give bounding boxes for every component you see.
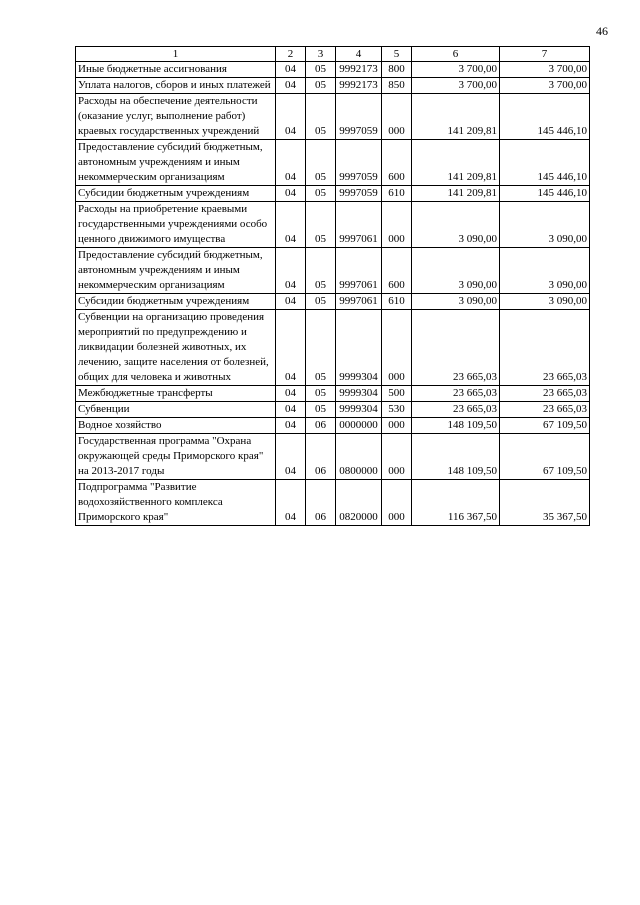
row-expense-type-cell: 000 [382,434,412,480]
row-expense-type-cell: 000 [382,202,412,248]
row-target-code-cell: 9997059 [336,186,382,202]
row-target-code-cell: 9999304 [336,310,382,386]
row-subsection-cell: 05 [306,94,336,140]
row-subsection-cell: 05 [306,62,336,78]
header-cell: 2 [276,47,306,62]
row-target-code-cell: 9997059 [336,94,382,140]
row-section-cell: 04 [276,62,306,78]
row-amount-2-cell: 67 109,50 [500,418,590,434]
row-amount-2-cell: 23 665,03 [500,310,590,386]
row-expense-type-cell: 610 [382,186,412,202]
row-amount-1-cell: 148 109,50 [412,434,500,480]
table-row [76,310,590,386]
row-name-cell: Иные бюджетные ассигнования [76,62,276,78]
row-subsection-cell: 05 [306,402,336,418]
row-name-cell: Субсидии бюджетным учреждениям [76,186,276,202]
row-target-code-cell: 9992173 [336,78,382,94]
row-subsection-cell: 05 [306,78,336,94]
table-row [76,402,590,418]
row-amount-2-cell: 3 090,00 [500,202,590,248]
row-amount-1-cell: 23 665,03 [412,386,500,402]
table-row [76,418,590,434]
row-amount-2-cell: 145 446,10 [500,140,590,186]
row-amount-1-cell: 3 700,00 [412,78,500,94]
row-subsection-cell: 06 [306,418,336,434]
row-amount-1-cell: 23 665,03 [412,402,500,418]
row-subsection-cell: 05 [306,140,336,186]
header-cell: 6 [412,47,500,62]
row-amount-1-cell: 141 209,81 [412,140,500,186]
row-section-cell: 04 [276,402,306,418]
row-name-cell: Межбюджетные трансферты [76,386,276,402]
row-name-cell: Субвенции [76,402,276,418]
row-section-cell: 04 [276,386,306,402]
row-section-cell: 04 [276,480,306,526]
row-expense-type-cell: 000 [382,310,412,386]
table-row [76,140,590,186]
row-expense-type-cell: 800 [382,62,412,78]
row-target-code-cell: 0000000 [336,418,382,434]
row-target-code-cell: 9997061 [336,202,382,248]
row-target-code-cell: 9997061 [336,248,382,294]
row-amount-2-cell: 67 109,50 [500,434,590,480]
row-amount-2-cell: 145 446,10 [500,186,590,202]
row-name-cell: Расходы на обеспечение деятельности (оказание услуг, выполнение работ) краевых государственных учреждений [76,94,276,140]
row-expense-type-cell: 500 [382,386,412,402]
budget-table [75,46,590,526]
row-section-cell: 04 [276,248,306,294]
row-expense-type-cell: 850 [382,78,412,94]
row-target-code-cell: 9997059 [336,140,382,186]
row-name-cell: Государственная программа "Охрана окружающей среды Приморского края" на 2013-2017 годы [76,434,276,480]
row-amount-2-cell: 23 665,03 [500,386,590,402]
table-row [76,386,590,402]
row-amount-1-cell: 3 090,00 [412,248,500,294]
row-target-code-cell: 9992173 [336,62,382,78]
row-name-cell: Субвенции на организацию проведения мероприятий по предупреждению и ликвидации болезней животных, их лечению, защите населения от болезней, общих для человека и животных [76,310,276,386]
row-amount-2-cell: 3 090,00 [500,294,590,310]
header-cell: 5 [382,47,412,62]
table-row [76,434,590,480]
row-expense-type-cell: 000 [382,480,412,526]
header-cell: 4 [336,47,382,62]
row-subsection-cell: 06 [306,434,336,480]
row-section-cell: 04 [276,202,306,248]
row-amount-1-cell: 148 109,50 [412,418,500,434]
row-expense-type-cell: 000 [382,94,412,140]
row-amount-1-cell: 116 367,50 [412,480,500,526]
page-number: 46 [596,24,608,38]
row-amount-2-cell: 35 367,50 [500,480,590,526]
row-section-cell: 04 [276,294,306,310]
row-target-code-cell: 0820000 [336,480,382,526]
row-target-code-cell: 9999304 [336,386,382,402]
table-row [76,248,590,294]
header-cell: 1 [76,47,276,62]
row-amount-2-cell: 23 665,03 [500,402,590,418]
row-section-cell: 04 [276,418,306,434]
row-amount-1-cell: 141 209,81 [412,94,500,140]
table-row [76,62,590,78]
row-amount-2-cell: 3 700,00 [500,78,590,94]
row-expense-type-cell: 530 [382,402,412,418]
row-subsection-cell: 05 [306,202,336,248]
row-target-code-cell: 9997061 [336,294,382,310]
header-row [76,47,590,62]
row-expense-type-cell: 600 [382,248,412,294]
row-section-cell: 04 [276,78,306,94]
row-expense-type-cell: 600 [382,140,412,186]
row-name-cell: Расходы на приобретение краевыми государственными учреждениями особо ценного движимого имущества [76,202,276,248]
row-amount-1-cell: 141 209,81 [412,186,500,202]
row-section-cell: 04 [276,310,306,386]
table-row [76,480,590,526]
row-name-cell: Подпрограмма "Развитие водохозяйственного комплекса Приморского края" [76,480,276,526]
table-row [76,294,590,310]
row-amount-2-cell: 145 446,10 [500,94,590,140]
row-amount-1-cell: 3 700,00 [412,62,500,78]
row-amount-1-cell: 3 090,00 [412,202,500,248]
row-name-cell: Предоставление субсидий бюджетным, автономным учреждениям и иным некоммерческим организациям [76,140,276,186]
header-cell: 3 [306,47,336,62]
table-row [76,94,590,140]
row-target-code-cell: 9999304 [336,402,382,418]
row-expense-type-cell: 610 [382,294,412,310]
row-subsection-cell: 05 [306,248,336,294]
row-amount-1-cell: 3 090,00 [412,294,500,310]
header-cell: 7 [500,47,590,62]
row-subsection-cell: 05 [306,386,336,402]
table-row [76,78,590,94]
table-row [76,202,590,248]
row-subsection-cell: 05 [306,186,336,202]
row-subsection-cell: 06 [306,480,336,526]
row-amount-2-cell: 3 700,00 [500,62,590,78]
row-name-cell: Субсидии бюджетным учреждениям [76,294,276,310]
row-name-cell: Водное хозяйство [76,418,276,434]
row-target-code-cell: 0800000 [336,434,382,480]
row-section-cell: 04 [276,94,306,140]
table-row [76,186,590,202]
row-subsection-cell: 05 [306,310,336,386]
row-section-cell: 04 [276,186,306,202]
row-name-cell: Предоставление субсидий бюджетным, автономным учреждениям и иным некоммерческим организациям [76,248,276,294]
row-section-cell: 04 [276,434,306,480]
row-expense-type-cell: 000 [382,418,412,434]
row-amount-1-cell: 23 665,03 [412,310,500,386]
row-name-cell: Уплата налогов, сборов и иных платежей [76,78,276,94]
row-section-cell: 04 [276,140,306,186]
row-subsection-cell: 05 [306,294,336,310]
row-amount-2-cell: 3 090,00 [500,248,590,294]
